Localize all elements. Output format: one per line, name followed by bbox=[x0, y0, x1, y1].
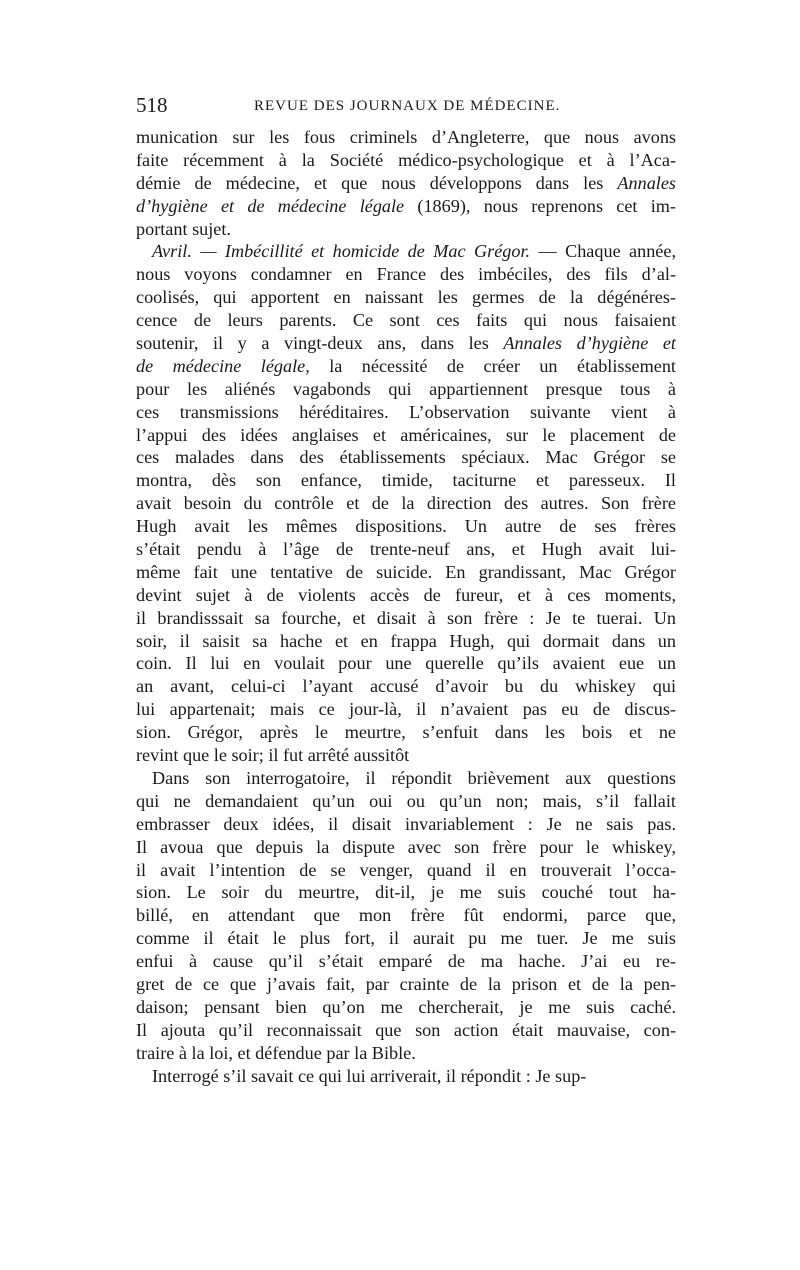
body-text bbox=[136, 126, 676, 1087]
text-segment: enfui à cause qu’il s’était emparé de ma hache. J’ai eu re- bbox=[136, 951, 676, 972]
text-segment: s’était pendu à l’âge de trente-neuf ans, et Hugh avait lui- bbox=[136, 539, 676, 560]
text-segment: traire à la loi, et défendue par la Bible. bbox=[136, 1042, 416, 1063]
text-line bbox=[136, 446, 676, 469]
text-line bbox=[136, 767, 676, 790]
text-segment: montra, dès son enfance, timide, taciturne et paresseux. Il bbox=[136, 470, 676, 491]
text-line bbox=[136, 378, 676, 401]
text-line bbox=[136, 538, 676, 561]
text-line bbox=[136, 149, 676, 172]
text-segment: cence de leurs parents. Ce sont ces faits qui nous faisaient bbox=[136, 310, 676, 331]
text-line bbox=[136, 881, 676, 904]
text-segment: même fait une tentative de suicide. En grandissant, Mac Grégor bbox=[136, 561, 676, 582]
text-segment: portant sujet. bbox=[136, 218, 231, 239]
text-segment: embrasser deux idées, il disait invariablement : Je ne sais pas. bbox=[136, 813, 676, 834]
text-segment: sion. Le soir du meurtre, dit-il, je me suis couché tout ha- bbox=[136, 882, 676, 903]
text-segment: démie de médecine, et que nous développons dans les bbox=[136, 172, 618, 193]
text-segment: ces malades dans des établissements spéciaux. Mac Grégor se bbox=[136, 447, 676, 468]
text-segment: gret de ce que j’avais fait, par crainte de la prison et de la pen- bbox=[136, 973, 676, 994]
text-line bbox=[136, 927, 676, 950]
text-segment: la nécessité de créer un établissement bbox=[309, 355, 676, 376]
text-line bbox=[136, 721, 676, 744]
text-line bbox=[136, 973, 676, 996]
text-line bbox=[136, 561, 676, 584]
text-line bbox=[136, 515, 676, 538]
text-segment: an avant, celui-ci l’ayant accusé d’avoir bu du whiskey qui bbox=[136, 676, 676, 697]
text-line bbox=[136, 698, 676, 721]
text-line bbox=[136, 469, 676, 492]
running-head bbox=[136, 92, 676, 118]
text-segment: Dans son interrogatoire, il répondit brièvement aux questions bbox=[152, 767, 676, 788]
text-segment: avait besoin du contrôle et de la direction des autres. Son frère bbox=[136, 493, 676, 514]
text-line bbox=[136, 401, 676, 424]
text-segment: comme il était le plus fort, il aurait pu me tuer. Je me suis bbox=[136, 928, 676, 949]
text-segment: — Chaque année, bbox=[530, 241, 676, 262]
text-line bbox=[136, 836, 676, 859]
text-line bbox=[136, 492, 676, 515]
text-segment: Il ajouta qu’il reconnaissait que son action était mauvaise, con- bbox=[136, 1019, 676, 1040]
text-line bbox=[136, 355, 676, 378]
italic-text: Annales bbox=[617, 172, 676, 193]
text-segment: l’appui des idées anglaises et américaines, sur le placement de bbox=[136, 424, 676, 445]
journal-title: REVUE DES JOURNAUX DE MÉDECINE. bbox=[254, 98, 561, 114]
text-line bbox=[136, 1019, 676, 1042]
text-segment: daison; pensant bien qu’on me chercherait, je me suis caché. bbox=[136, 996, 676, 1017]
text-line bbox=[136, 240, 676, 263]
text-segment: Interrogé s’il savait ce qui lui arriverait, il répondit : Je sup- bbox=[152, 1065, 587, 1086]
text-line bbox=[136, 904, 676, 927]
text-line bbox=[136, 1065, 676, 1088]
text-segment: sion. Grégor, après le meurtre, s’enfuit dans les bois et ne bbox=[136, 722, 676, 743]
text-line bbox=[136, 744, 676, 767]
text-segment: Hugh avait les mêmes dispositions. Un autre de ses frères bbox=[136, 516, 676, 537]
text-line bbox=[136, 195, 676, 218]
text-line bbox=[136, 607, 676, 630]
text-segment: faite récemment à la Société médico-psychologique et à l’Aca- bbox=[136, 149, 676, 170]
text-line bbox=[136, 332, 676, 355]
text-line bbox=[136, 859, 676, 882]
text-segment: ces transmissions héréditaires. L’observation suivante vient à bbox=[136, 401, 676, 422]
text-segment: soir, il saisit sa hache et en frappa Hugh, qui dormait dans un bbox=[136, 630, 676, 651]
text-line bbox=[136, 126, 676, 149]
text-segment: munication sur les fous criminels d’Angleterre, que nous avons bbox=[136, 127, 676, 147]
text-line bbox=[136, 950, 676, 973]
text-line bbox=[136, 309, 676, 332]
text-segment: lui appartenait; mais ce jour-là, il n’avaient pas eu de discus- bbox=[136, 699, 676, 720]
text-segment: pour les aliénés vagabonds qui appartiennent presque tous à bbox=[136, 378, 676, 399]
text-line bbox=[136, 813, 676, 836]
text-segment: (1869), nous reprenons cet im- bbox=[404, 195, 676, 216]
text-line bbox=[136, 790, 676, 813]
text-segment: soutenir, il y a vingt-deux ans, dans les bbox=[136, 333, 504, 354]
text-segment: devint sujet à de violents accès de fureur, et à ces moments, bbox=[136, 584, 676, 605]
text-segment: il brandisssait sa fourche, et disait à son frère : Je te tuerai. Un bbox=[136, 607, 676, 628]
text-line bbox=[136, 218, 676, 241]
text-segment: nous voyons condamner en France des imbéciles, des fils d’al- bbox=[136, 264, 676, 285]
text-segment: qui ne demandaient qu’un oui ou qu’un non; mais, s’il fallait bbox=[136, 790, 676, 811]
text-segment: billé, en attendant que mon frère fût endormi, parce que, bbox=[136, 905, 676, 926]
italic-text: d’hygiène et de médecine légale bbox=[136, 195, 405, 216]
text-line bbox=[136, 996, 676, 1019]
text-line bbox=[136, 263, 676, 286]
italic-text: de médecine légale, bbox=[136, 355, 310, 376]
text-line bbox=[136, 630, 676, 653]
text-segment: coin. Il lui en voulait pour une querelle qu’ils avaient eue un bbox=[136, 653, 676, 674]
text-line bbox=[136, 424, 676, 447]
text-line bbox=[136, 172, 676, 195]
text-line bbox=[136, 1042, 676, 1065]
italic-text: Annales d’hygiène et bbox=[503, 333, 676, 354]
page-number: 518 bbox=[136, 93, 168, 117]
text-line bbox=[136, 584, 676, 607]
text-line bbox=[136, 652, 676, 675]
text-segment: revint que le soir; il fut arrêté aussitôt bbox=[136, 745, 410, 766]
text-line bbox=[136, 675, 676, 698]
text-segment: il avait l’intention de se venger, quand il en trouverait l’occa- bbox=[136, 859, 676, 880]
text-segment: Il avoua que depuis la dispute avec son frère pour le whiskey, bbox=[136, 836, 676, 857]
text-segment: coolisés, qui apportent en naissant les germes de la dégénéres- bbox=[136, 287, 676, 308]
text-line bbox=[136, 286, 676, 309]
italic-text: Avril. — Imbécillité et homicide de Mac Grégor. bbox=[152, 241, 531, 262]
